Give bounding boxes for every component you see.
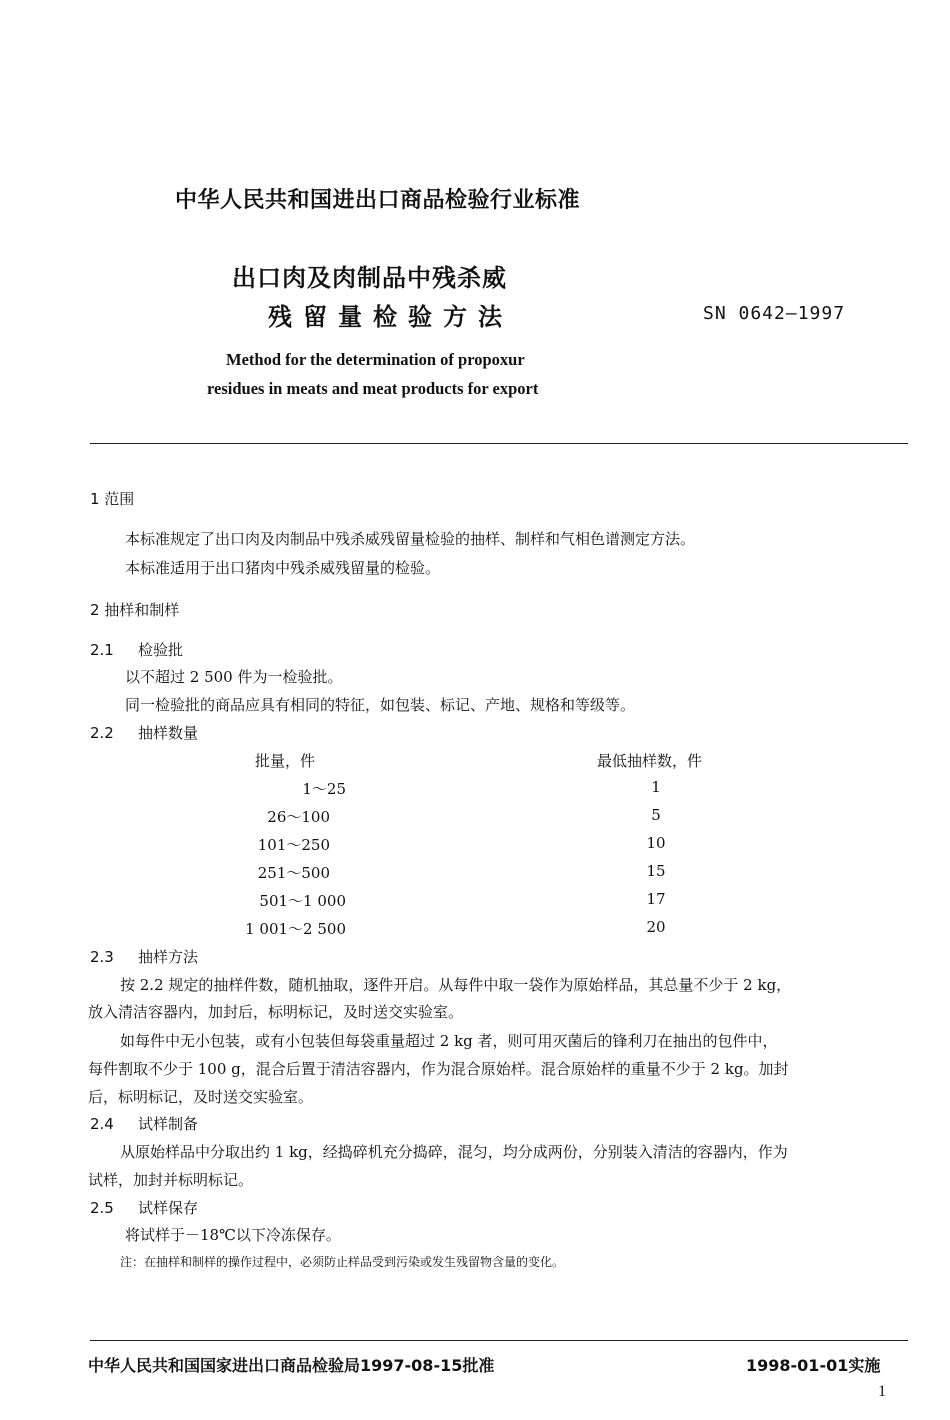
table-cell-min: 20 <box>646 918 666 936</box>
subsection-number: 2.2 <box>90 724 114 742</box>
subsection-2-4-line1: 从原始样品中分取出约 1 kg，经捣碎机充分捣碎，混匀，均分成两份，分别装入清洁的容器内，作为 <box>120 1143 788 1161</box>
section-1-paragraph-2: 本标准适用于出口猪肉中残杀威残留量的检验。 <box>125 559 441 577</box>
subsection-title: 检验批 <box>138 641 184 659</box>
subsection-2-5-heading <box>90 1197 198 1218</box>
table-cell-batch: 251～500 <box>257 864 330 882</box>
subsection-title: 试样保存 <box>138 1199 199 1217</box>
document-title-line1: 出口肉及肉制品中残杀威 <box>232 264 507 292</box>
table-cell-batch: 1～25 <box>302 780 346 798</box>
table-header-min-samples: 最低抽样数，件 <box>597 752 703 770</box>
subsection-2-3-heading <box>90 946 198 967</box>
subsection-2-1-line-2: 同一检验批的商品应具有相同的特征，如包装、标记、产地、规格和等级等。 <box>125 696 636 714</box>
subsection-2-3-p2-line3: 后，标明标记，及时送交实验室。 <box>88 1088 314 1106</box>
subsection-number: 2.3 <box>90 948 114 966</box>
subsection-2-3-p1-line2: 放入清洁容器内，加封后，标明标记，及时送交实验室。 <box>88 1003 464 1021</box>
subsection-2-1-heading <box>90 639 183 660</box>
subsection-2-3-p2-line1: 如每件中无小包装，或有小包装但每袋重量超过 2 kg 者，则可用灭菌后的锋利刀在抽出的包件中， <box>120 1032 778 1050</box>
note: 注：在抽样和制样的操作过程中，必须防止样品受到污染或发生残留物含量的变化。 <box>120 1255 565 1269</box>
table-cell-min: 1 <box>651 778 661 796</box>
table-cell-batch: 1 001～2 500 <box>245 920 346 938</box>
subsection-2-3-p1-line1: 按 2.2 规定的抽样件数，随机抽取，逐件开启。从每件中取一袋作为原始样品，其总量不少于 2 kg， <box>120 976 792 994</box>
document-title-line2: 残留量检验方法 <box>268 303 513 331</box>
subsection-2-3-p2-line2: 每件割取不少于 100 g，混合后置于清洁容器内，作为混合原始样。混合原始样的重量不少于 2 kg。加封 <box>88 1060 789 1078</box>
section-2-heading: 2 抽样和制样 <box>90 601 180 619</box>
subsection-title: 抽样数量 <box>138 724 199 742</box>
standard-category-heading: 中华人民共和国进出口商品检验行业标准 <box>175 188 581 213</box>
table-cell-min: 15 <box>646 862 666 880</box>
subsection-2-4-heading <box>90 1113 198 1134</box>
section-1-heading: 1 范围 <box>90 490 135 508</box>
section-1-paragraph-1: 本标准规定了出口肉及肉制品中残杀威残留量检验的抽样、制样和气相色谱测定方法。 <box>125 530 696 548</box>
subsection-title: 试样制备 <box>138 1115 199 1133</box>
table-cell-min: 17 <box>646 890 666 908</box>
header-divider <box>90 443 908 444</box>
subsection-number: 2.4 <box>90 1115 114 1133</box>
approval-statement: 中华人民共和国国家进出口商品检验局1997-08-15批准 <box>88 1356 495 1375</box>
subsection-2-5-line1: 将试样于－18℃以下冷冻保存。 <box>125 1226 341 1244</box>
subsection-2-2-heading <box>90 722 198 743</box>
footer-divider <box>90 1340 908 1341</box>
table-header-batch: 批量，件 <box>255 752 316 770</box>
subsection-2-1-line-1: 以不超过 2 500 件为一检验批。 <box>125 668 343 686</box>
table-cell-batch: 26～100 <box>267 808 330 826</box>
standard-code: SN 0642—1997 <box>703 303 846 324</box>
subsection-2-4-line2: 试样，加封并标明标记。 <box>88 1171 254 1189</box>
effective-date: 1998-01-01实施 <box>746 1356 881 1375</box>
table-cell-batch: 501～1 000 <box>259 892 346 910</box>
subsection-title: 抽样方法 <box>138 948 199 966</box>
page-number: 1 <box>878 1383 886 1400</box>
english-title-line2: residues in meats and meat products for export <box>207 379 539 398</box>
subsection-number: 2.5 <box>90 1199 114 1217</box>
table-cell-min: 5 <box>651 806 661 824</box>
english-title-line1: Method for the determination of propoxur <box>226 350 525 369</box>
table-cell-batch: 101～250 <box>257 836 330 854</box>
subsection-number: 2.1 <box>90 641 114 659</box>
table-cell-min: 10 <box>646 834 666 852</box>
